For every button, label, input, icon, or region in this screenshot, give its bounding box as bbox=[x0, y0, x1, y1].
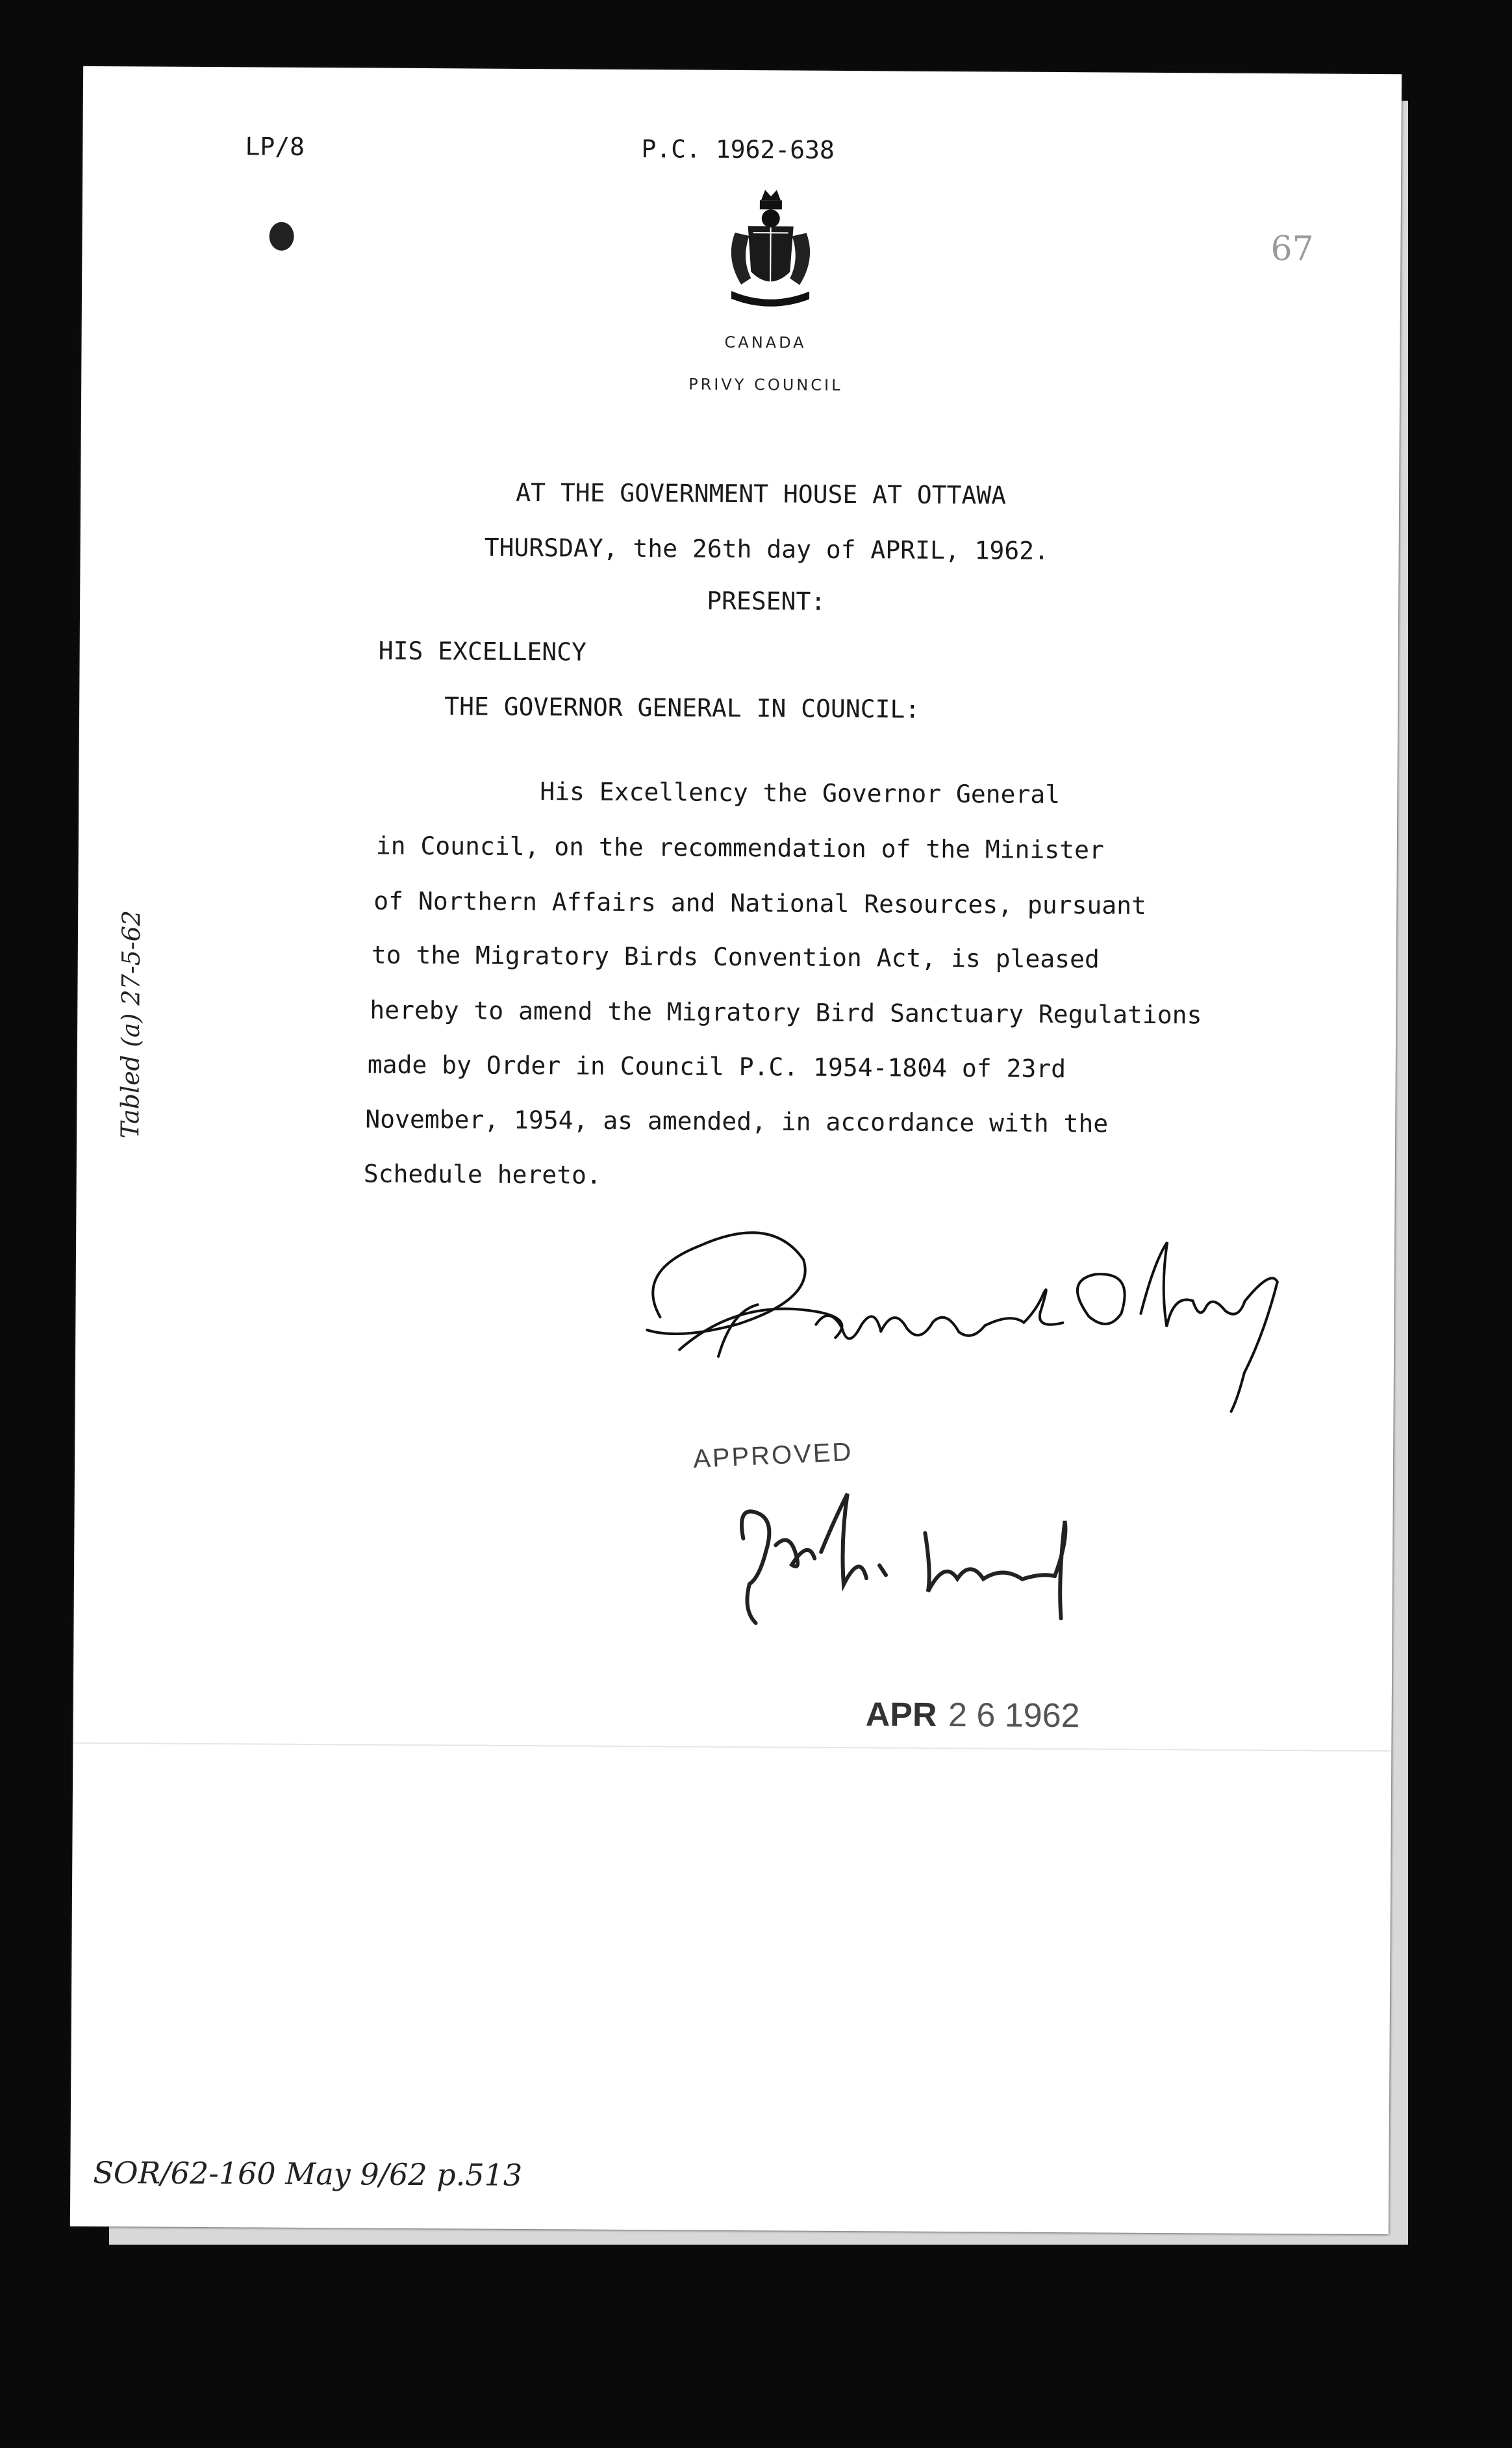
approval-date bbox=[866, 1695, 1080, 1735]
body-line: made by Order in Council P.C. 1954-1804 of 23rd bbox=[367, 1050, 1066, 1084]
body-line: to the Migratory Birds Convention Act, is pleased bbox=[371, 940, 1100, 974]
paper-fold bbox=[73, 1742, 1391, 1752]
clerk-signature-text bbox=[622, 1200, 629, 1201]
document-page bbox=[70, 66, 1402, 2234]
approval-date-month: APR bbox=[865, 1696, 937, 1734]
crest-body: PRIVY COUNCIL bbox=[688, 375, 843, 394]
approved-stamp: APPROVED bbox=[692, 1437, 854, 1474]
body-line: Schedule hereto. bbox=[363, 1159, 601, 1190]
body-line: in Council, on the recommendation of the Minister bbox=[375, 831, 1104, 865]
salutation-line-2: THE GOVERNOR GENERAL IN COUNCIL: bbox=[444, 692, 920, 724]
pc-number: P.C. 1962-638 bbox=[641, 134, 835, 164]
page-number: 67 bbox=[1270, 229, 1314, 269]
body-line: November, 1954, as amended, in accordance with the bbox=[365, 1104, 1109, 1138]
meeting-place: AT THE GOVERNMENT HOUSE AT OTTAWA bbox=[516, 478, 1007, 510]
salutation-line-1: HIS EXCELLENCY bbox=[378, 636, 587, 667]
body-line: of Northern Affairs and National Resources, pursuant bbox=[373, 886, 1147, 920]
present-heading: PRESENT: bbox=[707, 586, 826, 616]
body-line: hereby to amend the Migratory Bird Sanctuary Regulations bbox=[370, 995, 1202, 1030]
margin-note: Tabled (a) 27-5-62 bbox=[116, 910, 146, 1139]
body-line: His Excellency the Governor General bbox=[540, 777, 1061, 810]
footer-note: SOR/62-160 May 9/62 p.513 bbox=[93, 2154, 523, 2193]
approval-date-rest: 2 6 1962 bbox=[948, 1696, 1080, 1735]
meeting-date: THURSDAY, the 26th day of APRIL, 1962. bbox=[484, 533, 1050, 565]
crest-country: CANADA bbox=[724, 333, 807, 352]
coat-of-arms-icon bbox=[722, 187, 820, 311]
governor-general-signature bbox=[729, 1480, 1094, 1644]
file-reference: LP/8 bbox=[245, 132, 305, 161]
clerk-signature bbox=[621, 1200, 1376, 1419]
punch-hole bbox=[269, 222, 294, 251]
